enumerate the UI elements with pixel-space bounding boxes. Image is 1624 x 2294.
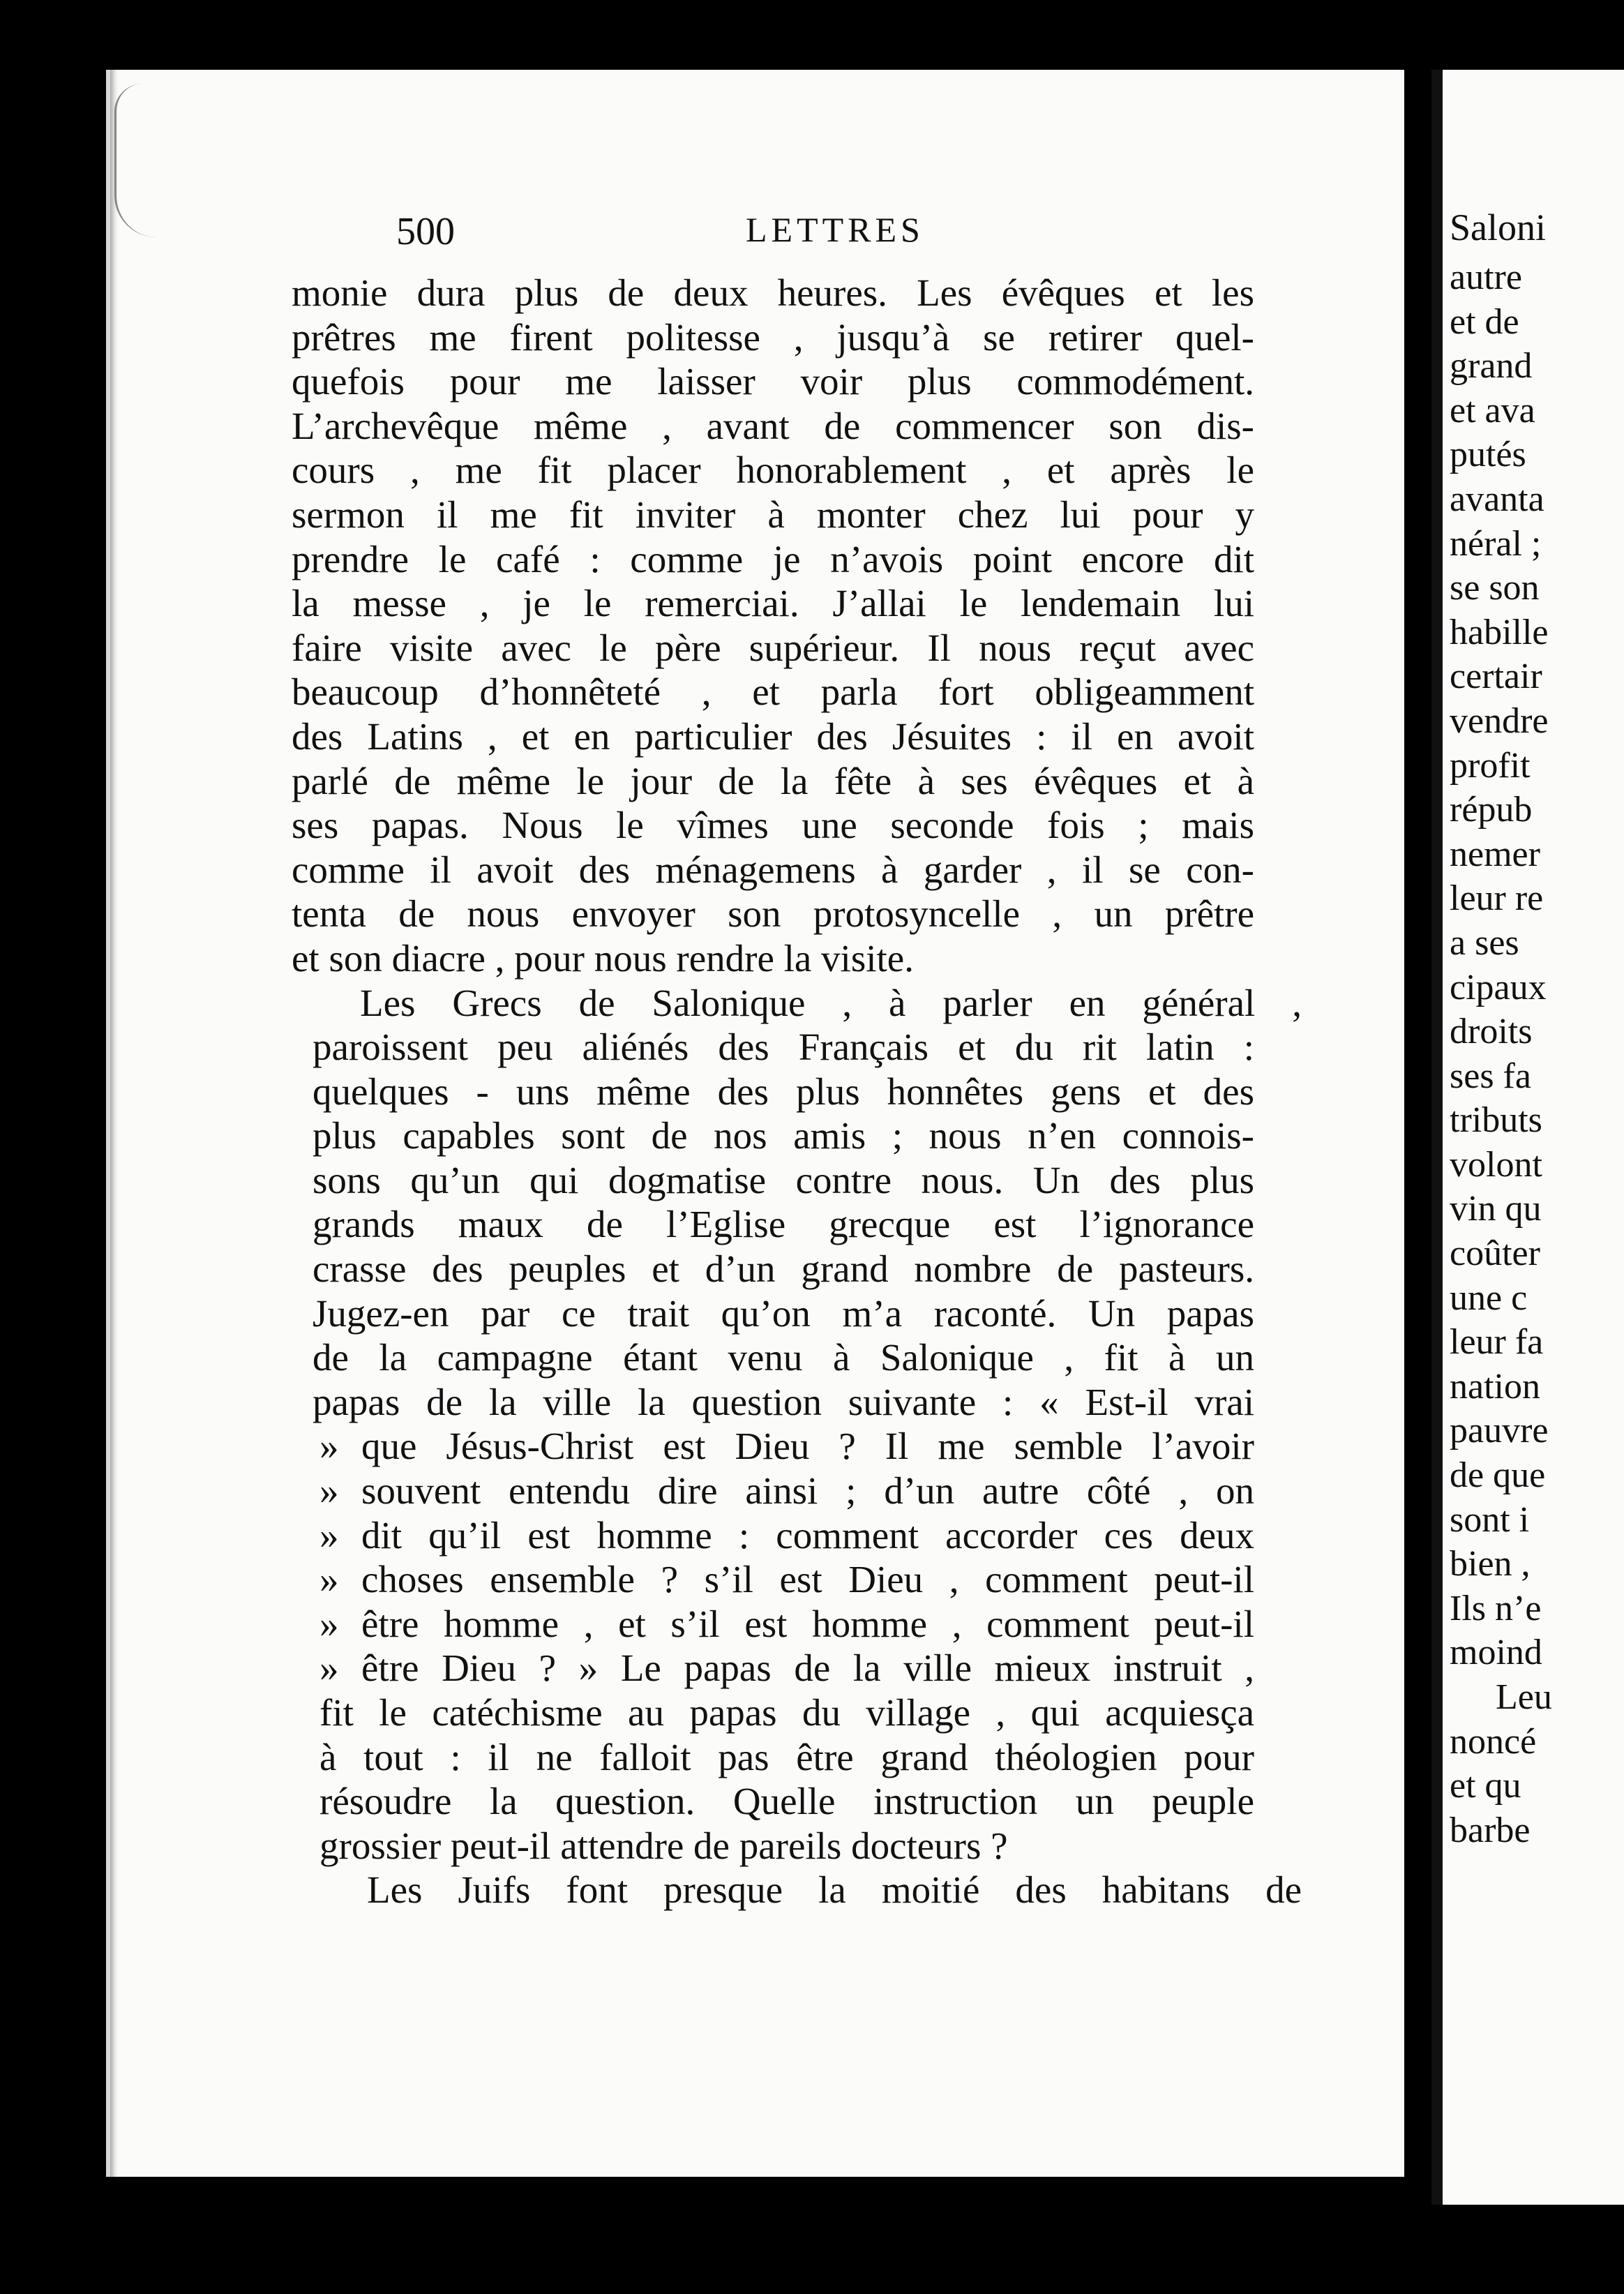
text-line xyxy=(292,537,1254,582)
text-line xyxy=(319,1735,1254,1780)
right-text-line: avanta xyxy=(1450,479,1544,519)
right-text-line: nation xyxy=(1450,1366,1540,1407)
text-line-content: L’archevêque même , avant de commencer son dis- xyxy=(292,404,1254,447)
right-text-line: ses fa xyxy=(1450,1056,1531,1096)
text-line-content: monie dura plus de deux heures. Les évêques et les xyxy=(292,271,1254,314)
text-line-content: ses papas. Nous le vîmes une seconde fois ; mais xyxy=(292,804,1254,847)
text-line-content: tenta de nous envoyer son protosyncelle , un prêtre xyxy=(292,892,1254,936)
right-text-line: néral ; xyxy=(1450,523,1542,564)
text-line-content: et son diacre , pour nous rendre la visite. xyxy=(292,936,914,980)
text-line xyxy=(319,1779,1254,1824)
right-text-line: a ses xyxy=(1450,922,1519,963)
text-line xyxy=(292,848,1254,892)
right-text-line: grand xyxy=(1450,346,1533,387)
text-line xyxy=(292,803,1254,848)
right-text-line: noncé xyxy=(1450,1721,1537,1762)
text-line xyxy=(292,670,1254,714)
text-line xyxy=(292,359,1254,404)
text-line-content: grands maux de l’Eglise grecque est l’ignorance xyxy=(313,1203,1254,1246)
text-line-content: prêtres me firent politesse , jusqu’à se retirer quel- xyxy=(292,315,1254,359)
quote-mark: » xyxy=(319,1647,339,1690)
right-text-line: leur re xyxy=(1450,878,1544,919)
text-line-content: de la campagne étant venu à Salonique , fit à un xyxy=(313,1336,1254,1379)
right-text-line: et qu xyxy=(1450,1766,1521,1806)
text-line xyxy=(313,1202,1254,1247)
text-line xyxy=(319,1469,1254,1513)
right-text-line: répub xyxy=(1450,790,1533,830)
text-line xyxy=(313,1025,1254,1070)
text-line xyxy=(313,1380,1254,1425)
text-line xyxy=(292,714,1254,759)
right-text-line: volont xyxy=(1450,1144,1542,1185)
text-line xyxy=(292,759,1254,804)
text-line-content: à tout : il ne falloit pas être grand théologien pour xyxy=(319,1735,1254,1778)
text-line-content: la messe , je le remerciai. J’allai le lendemain lui xyxy=(292,582,1254,625)
text-line xyxy=(319,1424,1254,1469)
text-line-content: sons qu’un qui dogmatise contre nous. Un des plus xyxy=(313,1158,1254,1201)
right-text-line: barbe xyxy=(1450,1810,1531,1850)
right-text-line: Leu xyxy=(1496,1677,1552,1717)
text-line-content: beaucoup d’honnêteté , et parla fort obligeamment xyxy=(292,670,1254,714)
text-line-content: faire visite avec le père supérieur. Il nous reçut avec xyxy=(292,626,1254,669)
right-text-line: sont i xyxy=(1450,1499,1530,1540)
page-curl-decoration xyxy=(114,84,165,237)
page-header xyxy=(292,207,1324,271)
text-line xyxy=(313,1158,1254,1203)
right-text-line: vendre xyxy=(1450,700,1549,741)
text-line-content: papas de la ville la question suivante : « Est-il vrai xyxy=(313,1380,1254,1423)
text-line xyxy=(313,1070,1254,1114)
right-text-line: moind xyxy=(1450,1633,1542,1673)
running-title: LETTRES xyxy=(746,210,924,249)
right-text-line: Ils n’e xyxy=(1450,1588,1542,1628)
right-text-line: vin qu xyxy=(1450,1189,1542,1229)
text-line-content: être Dieu ? » Le papas de la ville mieux instruit , xyxy=(361,1647,1254,1690)
right-text-line: autre xyxy=(1450,257,1522,297)
text-line xyxy=(292,936,1254,981)
text-line-content: plus capables sont de nos amis ; nous n’en connois- xyxy=(313,1114,1254,1157)
text-line-content: Les Grecs de Salonique , à parler en général , xyxy=(360,981,1302,1024)
text-line xyxy=(313,981,1302,1026)
right-text-line: droits xyxy=(1450,1012,1533,1052)
text-line xyxy=(313,1291,1254,1336)
right-text-line: coûter xyxy=(1450,1234,1540,1274)
text-line-content: quefois pour me laisser voir plus commodément. xyxy=(292,360,1254,403)
right-text-line: de que xyxy=(1450,1455,1546,1496)
text-line xyxy=(292,626,1254,670)
text-line xyxy=(319,1602,1254,1647)
text-line-content: Les Juifs font presque la moitié des habitans de xyxy=(367,1868,1302,1912)
text-line xyxy=(292,493,1254,537)
text-line xyxy=(292,271,1254,315)
quote-mark: » xyxy=(319,1558,339,1601)
right-text-line: habille xyxy=(1450,612,1549,652)
page-number: 500 xyxy=(396,210,455,253)
text-line xyxy=(313,1335,1254,1380)
quote-mark: » xyxy=(319,1513,339,1557)
text-line xyxy=(313,1247,1254,1291)
right-page xyxy=(1431,70,1624,2205)
right-text-line: putés xyxy=(1450,435,1526,475)
left-page-text xyxy=(292,207,1324,1912)
body-text xyxy=(292,271,1324,1912)
text-line xyxy=(319,1868,1302,1912)
quote-mark: » xyxy=(319,1469,339,1513)
text-line xyxy=(313,1114,1254,1158)
text-line xyxy=(319,1646,1254,1690)
text-line xyxy=(319,1824,1254,1868)
right-page-text xyxy=(1450,255,1552,1852)
quote-mark: » xyxy=(319,1602,339,1645)
text-line-content: quelques - uns même des plus honnêtes gens et des xyxy=(313,1070,1254,1113)
quote-mark: » xyxy=(319,1425,339,1468)
right-text-line: pauvre xyxy=(1450,1411,1549,1451)
text-line xyxy=(292,404,1254,449)
text-line-content: crasse des peuples et d’un grand nombre de pasteurs. xyxy=(313,1247,1254,1291)
right-text-line: une c xyxy=(1450,1277,1528,1318)
text-line-content: parlé de même le jour de la fête à ses évêques et à xyxy=(292,759,1254,802)
right-text-line: certair xyxy=(1450,657,1542,697)
text-line-content: être homme , et s’il est homme , comment peut-il xyxy=(361,1602,1254,1645)
text-line-content: choses ensemble ? s’il est Dieu , comment peut-il xyxy=(361,1558,1254,1601)
text-line xyxy=(292,581,1254,626)
text-line-content: souvent entendu dire ainsi ; d’un autre côté , on xyxy=(361,1469,1254,1513)
right-text-line: profit xyxy=(1450,745,1531,786)
right-text-line: se son xyxy=(1450,568,1540,608)
text-line-content: que Jésus-Christ est Dieu ? Il me semble l’avoir xyxy=(361,1425,1254,1468)
right-text-line: et ava xyxy=(1450,390,1535,430)
text-line xyxy=(292,448,1254,493)
text-line-content: grossier peut-il attendre de pareils docteurs ? xyxy=(319,1824,1008,1867)
right-text-line: leur fa xyxy=(1450,1322,1544,1363)
text-line-content: résoudre la question. Quelle instruction un peuple xyxy=(319,1780,1254,1823)
text-line xyxy=(319,1513,1254,1558)
text-line-content: fit le catéchisme au papas du village , qui acquiesça xyxy=(319,1691,1254,1734)
text-line xyxy=(319,1690,1254,1735)
right-text-line: cipaux xyxy=(1450,967,1547,1007)
right-text-line: tributs xyxy=(1450,1100,1542,1141)
text-line xyxy=(292,315,1254,360)
text-line-content: paroissent peu aliénés des Français et du rit latin : xyxy=(313,1026,1254,1069)
text-line-content: sermon il me fit inviter à monter chez lui pour y xyxy=(292,493,1254,536)
text-line xyxy=(319,1557,1254,1602)
text-line-content: dit qu’il est homme : comment accorder ces deux xyxy=(361,1513,1254,1557)
text-line-content: des Latins , et en particulier des Jésuites : il en avoit xyxy=(292,714,1254,758)
text-line-content: prendre le café : comme je n’avois point encore dit xyxy=(292,537,1254,580)
right-text-line: nemer xyxy=(1450,834,1540,874)
text-line xyxy=(292,892,1254,936)
text-line-content: cours , me fit placer honorablement , et après le xyxy=(292,449,1254,492)
right-page-header-fragment: Saloni xyxy=(1450,207,1547,248)
right-text-line: bien , xyxy=(1450,1544,1531,1584)
text-line-content: comme il avoit des ménagemens à garder , il se con- xyxy=(292,848,1254,891)
right-text-line: et de xyxy=(1450,301,1519,342)
text-line-content: Jugez-en par ce trait qu’on m’a raconté. Un papas xyxy=(313,1291,1254,1335)
